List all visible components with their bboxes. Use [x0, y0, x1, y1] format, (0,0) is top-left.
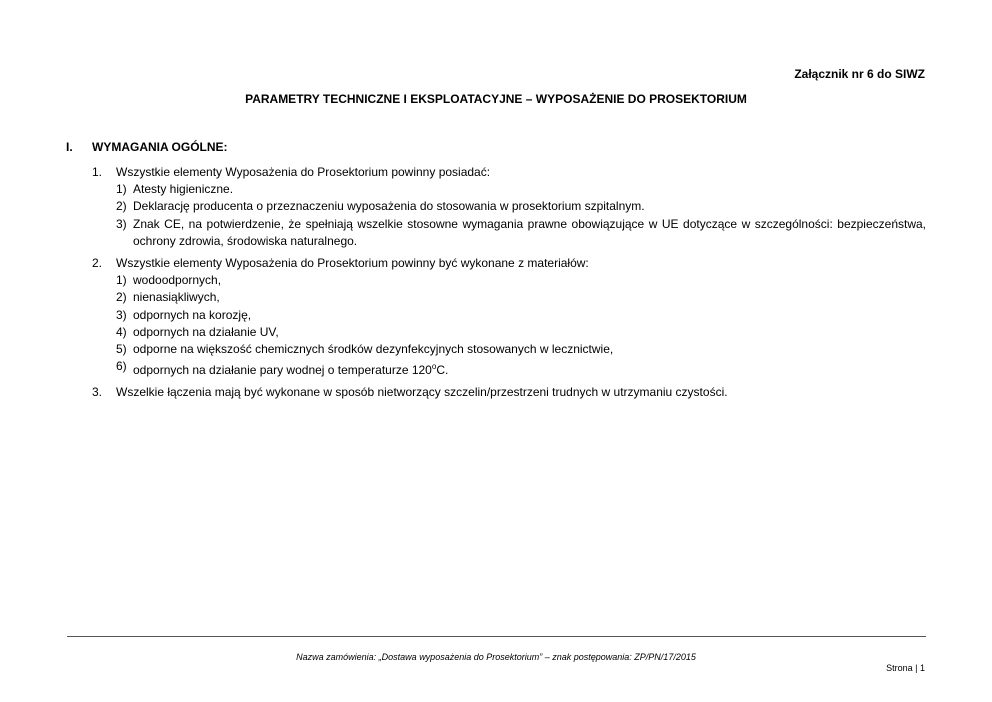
sub-item-number: 4)	[116, 324, 127, 339]
sub-item-number: 3)	[116, 307, 127, 322]
sub-item-text: odpornych na korozję,	[133, 307, 252, 322]
sub-item-number: 1)	[116, 182, 127, 197]
footer-divider	[67, 636, 926, 637]
list-item	[92, 164, 926, 250]
sub-item	[116, 358, 926, 379]
list-item	[92, 255, 926, 379]
sub-item	[116, 341, 926, 358]
sub-item	[116, 272, 926, 289]
sub-item-text: odporne na większość chemicznych środków dezynfekcyjnych stosowanych w lecznictwie,	[133, 342, 614, 357]
sub-item-text: Znak CE, na potwierdzenie, że spełniają wszelkie stosowne wymagania prawne obowiązujące w UE dotyczące w szczególności: bezpieczeństwa, ochrony zdrowia, środowiska naturalnego.	[133, 216, 926, 248]
sub-item	[116, 289, 926, 306]
document-title: PARAMETRY TECHNICZNE I EKSPLOATACYJNE – WYPOSAŻENIE DO PROSEKTORIUM	[245, 92, 747, 106]
sub-item-number: 3)	[116, 216, 127, 231]
section-title: WYMAGANIA OGÓLNE:	[92, 140, 228, 154]
sub-item-text: Deklarację producenta o przeznaczeniu wyposażenia do stosowania w prosektorium szpitalnym.	[133, 199, 645, 214]
item-number: 2.	[92, 256, 103, 271]
item-text: Wszelkie łączenia mają być wykonane w sposób nietworzący szczelin/przestrzeni trudnych w utrzymaniu czystości.	[116, 385, 728, 400]
item-text: Wszystkie elementy Wyposażenia do Prosektorium powinny być wykonane z materiałów:	[116, 256, 589, 271]
sub-item-text: nienasiąkliwych,	[133, 290, 220, 305]
sub-item	[116, 307, 926, 324]
item-number: 3.	[92, 385, 103, 400]
sub-item-text: Atesty higieniczne.	[133, 182, 234, 197]
list-item	[92, 384, 926, 401]
sub-item	[116, 181, 926, 198]
sub-item-text	[133, 358, 926, 379]
item-number: 1.	[92, 165, 103, 179]
sub-item	[116, 198, 926, 215]
page-number: Strona | 1	[886, 663, 925, 673]
temperature-text: odpornych na działanie pary wodnej o temperaturze 120	[133, 363, 432, 378]
sub-item-number: 6)	[116, 359, 127, 374]
sub-item	[116, 324, 926, 341]
sub-item-number: 2)	[116, 199, 127, 214]
annex-label: Załącznik nr 6 do SIWZ	[794, 67, 925, 81]
section-heading	[66, 140, 228, 154]
section-number: I.	[66, 140, 73, 154]
requirements-list	[92, 164, 926, 407]
sub-item-number: 2)	[116, 290, 127, 305]
temperature-unit: C.	[436, 363, 449, 378]
degree-superscript: o	[431, 362, 437, 372]
sub-item-number: 1)	[116, 273, 127, 288]
sub-item-text: wodoodpornych,	[133, 273, 222, 288]
item-text: Wszystkie elementy Wyposażenia do Prosektorium powinny posiadać:	[116, 165, 491, 179]
footer-order-name: Nazwa zamówienia: „Dostawa wyposażenia do Prosektorium” – znak postępowania: ZP/PN/17/2015	[296, 652, 696, 662]
sub-item-number: 5)	[116, 342, 127, 357]
sub-item	[116, 216, 926, 250]
sub-item-text: odpornych na działanie UV,	[133, 324, 279, 339]
